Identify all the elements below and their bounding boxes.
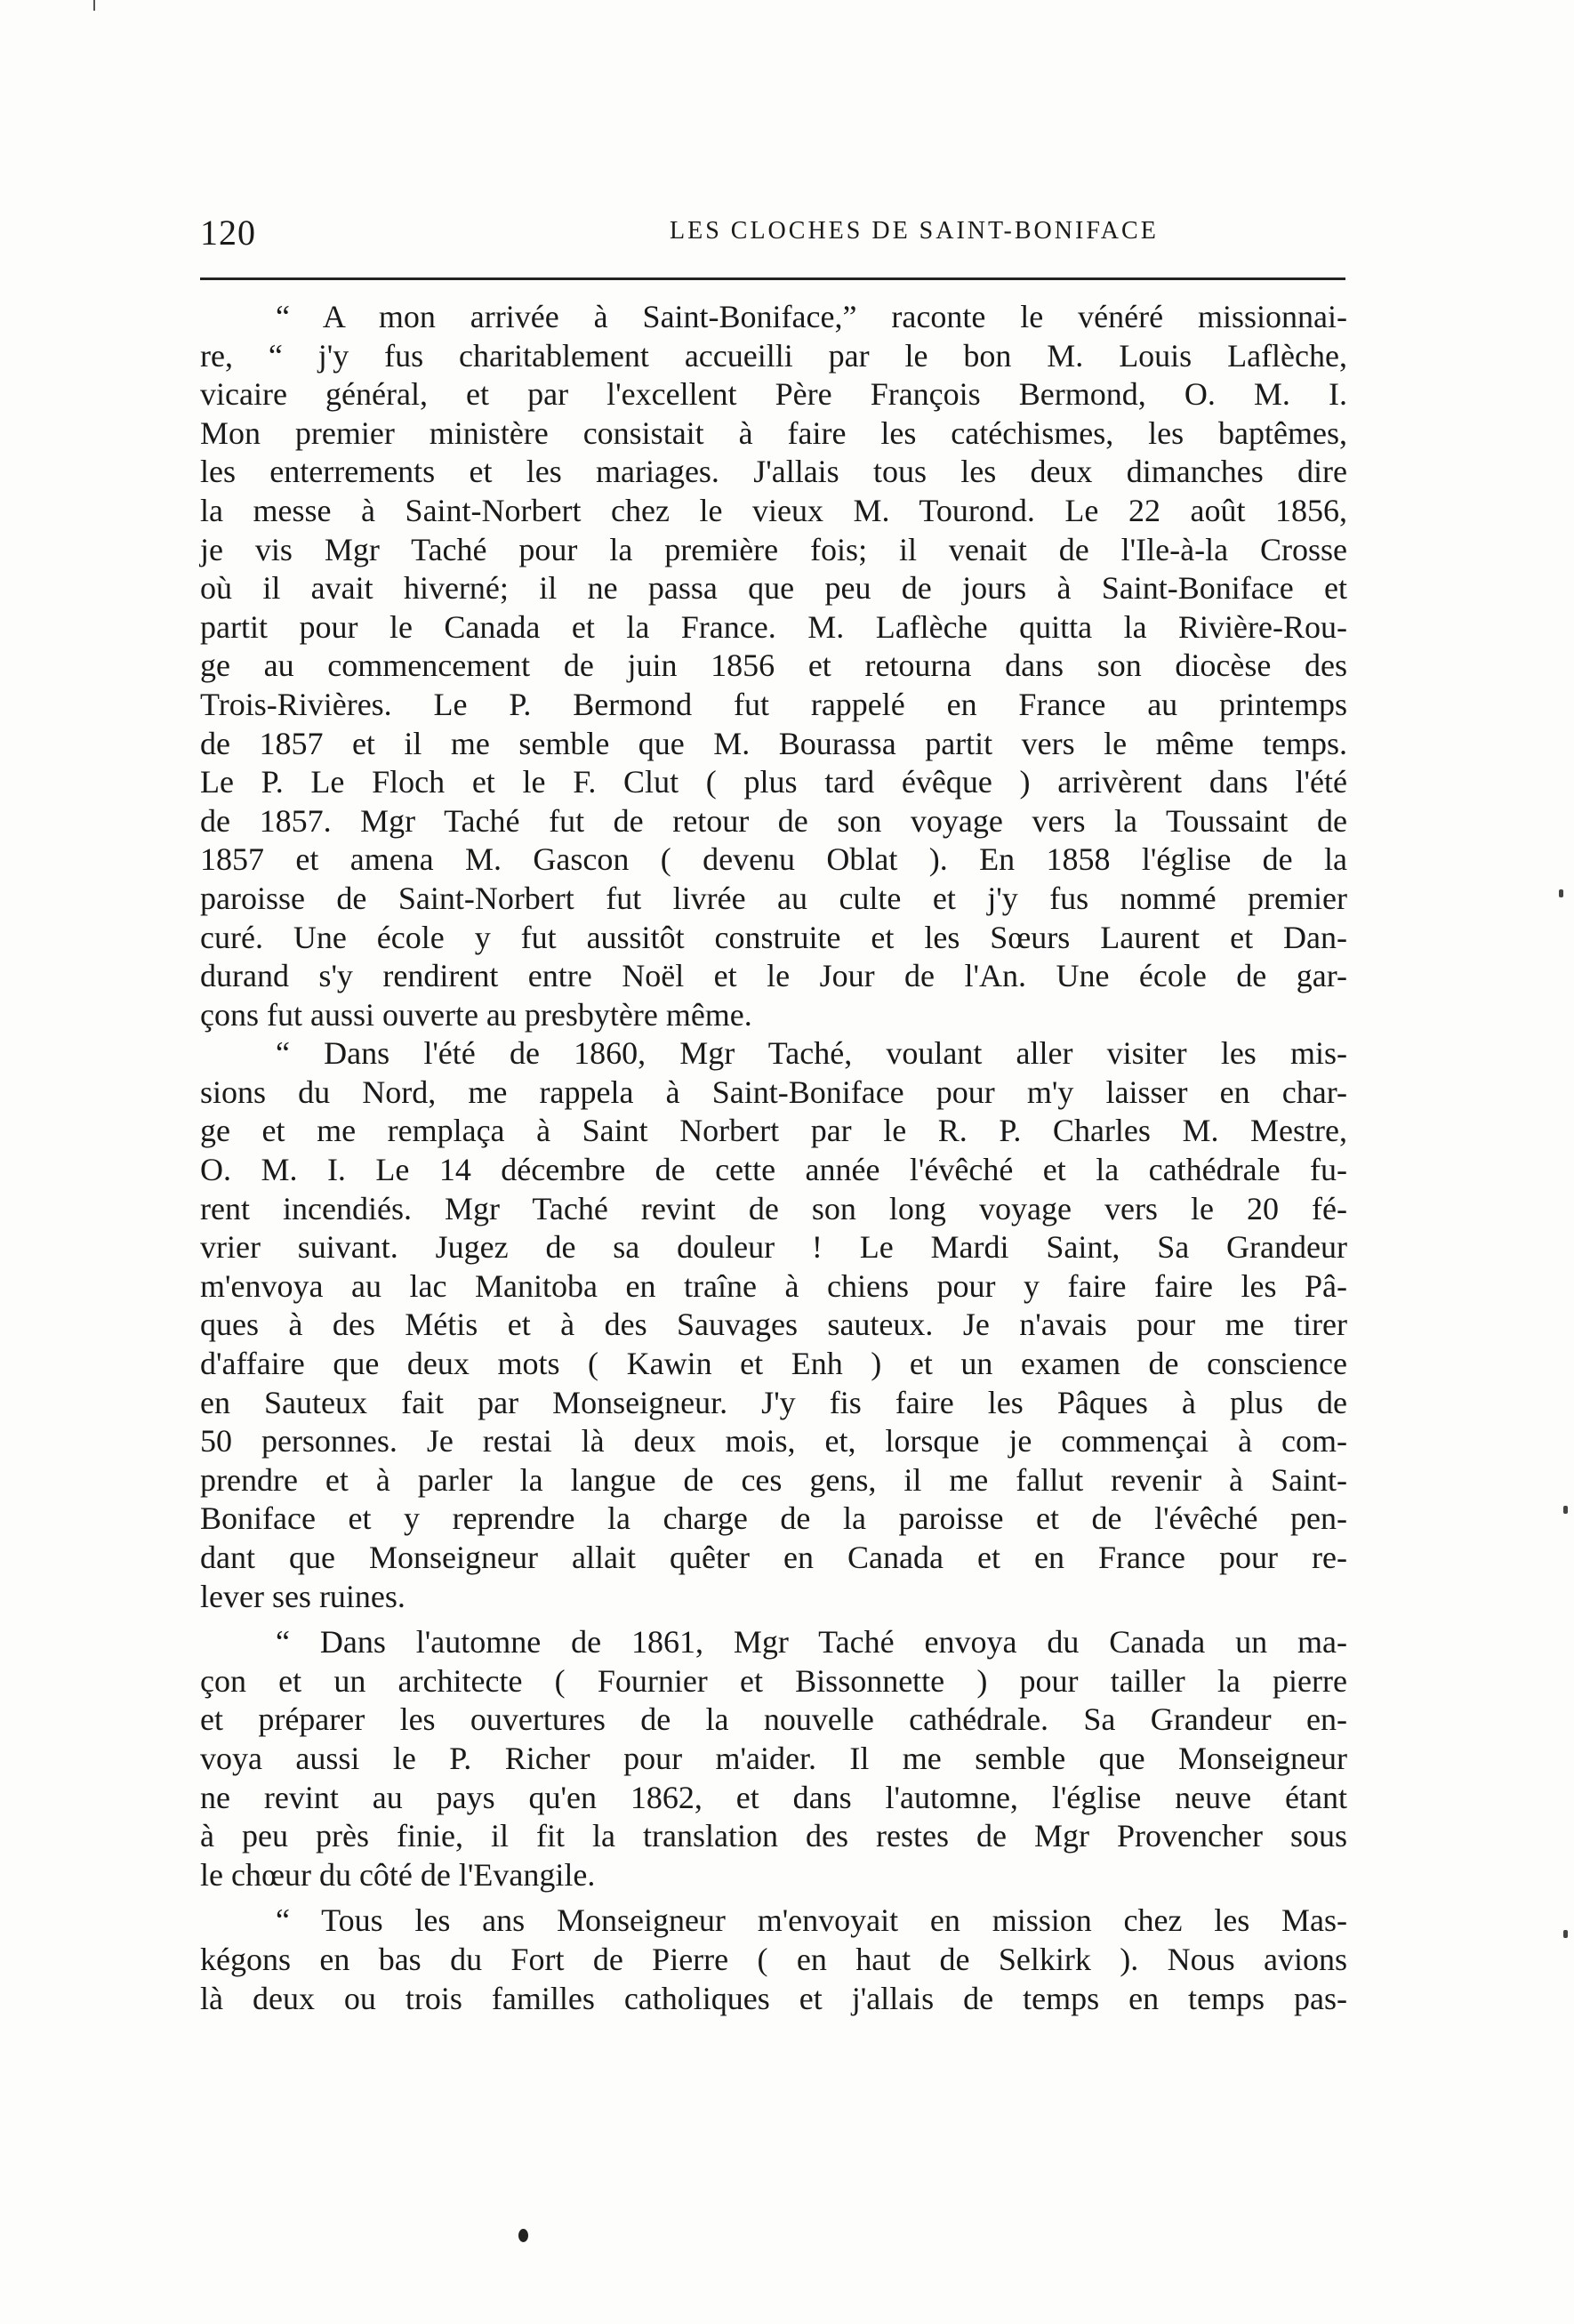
text-line: vrier suivant. Jugez de sa douleur ! Le Mardi Saint, Sa Grandeur [200, 1229, 1347, 1266]
text-line: “ Dans l'été de 1860, Mgr Taché, voulant aller visiter les mis- [276, 1035, 1347, 1072]
header-rule [200, 277, 1345, 280]
text-line: dant que Monseigneur allait quêter en Canada et en France pour re- [200, 1540, 1347, 1575]
text-line: là deux ou trois familles catholiques et j'allais de temps en temps pas- [200, 1980, 1347, 2016]
paragraph-gap [200, 1894, 1347, 1902]
text-line: curé. Une école y fut aussitôt construite et les Sœurs Laurent et Dan- [200, 919, 1347, 955]
text-line: m'envoya au lac Manitoba en traîne à chiens pour y faire faire les Pâ- [200, 1267, 1347, 1304]
paragraph [200, 1034, 1347, 1616]
text-line: rent incendiés. Mgr Taché revint de son long voyage vers le 20 fé- [200, 1190, 1347, 1226]
text-line: lever ses ruines. [200, 1578, 406, 1614]
text-line: le chœur du côté de l'Evangile. [200, 1856, 596, 1893]
text-line: ge et me remplaça à Saint Norbert par le R. P. Charles M. Mestre, [200, 1113, 1347, 1149]
text-line: 50 personnes. Je restai là deux mois, et, lorsque je commençai à com- [200, 1423, 1347, 1460]
text-line: paroisse de Saint-Norbert fut livrée au culte et j'y fus nommé premier [200, 880, 1347, 916]
text-line: la messe à Saint-Norbert chez le vieux M. Tourond. Le 22 août 1856, [200, 492, 1347, 528]
text-line: je vis Mgr Taché pour la première fois; il venait de l'Ile-à-la Crosse [200, 531, 1347, 567]
text-line: prendre et à parler la langue de ces gens, il me fallut revenir à Saint- [200, 1461, 1347, 1498]
text-line: Mon premier ministère consistait à faire les catéchismes, les baptêmes, [200, 414, 1347, 451]
text-line: à peu près finie, il fit la translation des restes de Mgr Provencher sous [200, 1818, 1347, 1854]
scan-speck [1559, 889, 1563, 897]
running-head [200, 212, 1347, 261]
paragraph [200, 1902, 1347, 2018]
text-line: “ Dans l'automne de 1861, Mgr Taché envoya du Canada un ma- [276, 1624, 1347, 1661]
body-text [200, 298, 1347, 2018]
text-line: partit pour le Canada et la France. M. Laflèche quitta la Rivière-Rou- [200, 608, 1347, 645]
text-line: de 1857. Mgr Taché fut de retour de son voyage vers la Toussaint de [200, 802, 1347, 839]
scan-speck [93, 0, 95, 11]
text-line: kégons en bas du Fort de Pierre ( en haut de Selkirk ). Nous avions [200, 1941, 1347, 1977]
text-line: durand s'y rendirent entre Noël et le Jour de l'An. Une école de gar- [200, 958, 1347, 994]
text-line: O. M. I. Le 14 décembre de cette année l'évêché et la cathédrale fu- [200, 1152, 1347, 1188]
scan-speck [1563, 1930, 1568, 1938]
text-line: d'affaire que deux mots ( Kawin et Enh ) et un examen de conscience [200, 1346, 1347, 1382]
text-line: çon et un architecte ( Fournier et Bissonnette ) pour tailler la pierre [200, 1662, 1347, 1699]
running-title: LES CLOCHES DE SAINT-BONIFACE [670, 217, 1159, 245]
text-line: ne revint au pays qu'en 1862, et dans l'automne, l'église neuve étant [200, 1779, 1347, 1815]
text-line: 1857 et amena M. Gascon ( devenu Oblat ). En 1858 l'église de la [200, 841, 1347, 878]
paragraph [200, 298, 1347, 1034]
text-line: çons fut aussi ouverte au presbytère même. [200, 996, 752, 1033]
text-line: de 1857 et il me semble que M. Bourassa partit vers le même temps. [200, 725, 1347, 761]
text-line: Le P. Le Floch et le F. Clut ( plus tard évêque ) arrivèrent dans l'été [200, 764, 1347, 800]
printer-mark [518, 2229, 528, 2242]
page-number: 120 [200, 213, 256, 253]
text-line: et préparer les ouvertures de la nouvelle cathédrale. Sa Grandeur en- [200, 1701, 1347, 1738]
text-line: sions du Nord, me rappela à Saint-Boniface pour m'y laisser en char- [200, 1074, 1347, 1110]
text-line: voya aussi le P. Richer pour m'aider. Il me semble que Monseigneur [200, 1740, 1347, 1776]
text-line: re, “ j'y fus charitablement accueilli par le bon M. Louis Laflèche, [200, 337, 1347, 374]
text-line: “ Tous les ans Monseigneur m'envoyait en mission chez les Mas- [276, 1902, 1347, 1939]
paragraph [200, 1623, 1347, 1894]
paragraph-gap [200, 1616, 1347, 1623]
text-line: Boniface et y reprendre la charge de la paroisse et de l'évêché pen- [200, 1500, 1347, 1537]
text-line: vicaire général, et par l'excellent Père François Bermond, O. M. I. [200, 376, 1347, 413]
text-line: Trois-Rivières. Le P. Bermond fut rappelé en France au printemps [200, 686, 1347, 722]
text-line: ge au commencement de juin 1856 et retourna dans son diocèse des [200, 647, 1347, 684]
scan-speck [1563, 1506, 1568, 1514]
text-line: où il avait hiverné; il ne passa que peu de jours à Saint-Boniface et [200, 570, 1347, 607]
text-line: les enterrements et les mariages. J'allais tous les deux dimanches dire [200, 454, 1347, 490]
text-line: en Sauteux fait par Monseigneur. J'y fis faire les Pâques à plus de [200, 1384, 1347, 1420]
text-line: “ A mon arrivée à Saint-Boniface,” raconte le vénéré missionnai- [276, 299, 1347, 334]
text-line: ques à des Métis et à des Sauvages sauteux. Je n'avais pour me tirer [200, 1307, 1347, 1343]
